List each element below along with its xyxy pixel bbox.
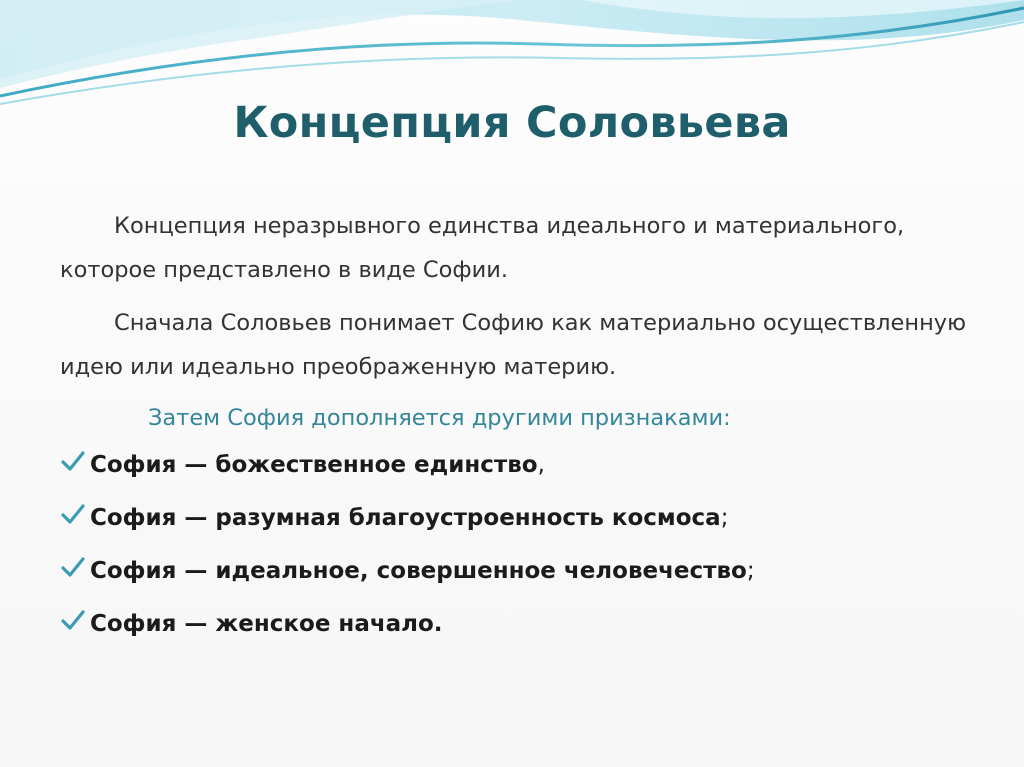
bullet-text: София — идеальное, совершенное человечество: [90, 558, 747, 584]
slide-content: [60, 204, 970, 662]
bullet-text: София — разумная благоустроенность космоса: [90, 505, 721, 531]
paragraph-2: Сначала Соловьев понимает Софию как материально осуществленную идею или идеально преображенную материю.: [60, 310, 967, 380]
list-item: [60, 503, 970, 556]
bullet-punct: ;: [720, 505, 729, 531]
bullet-text: София — женское начало.: [90, 611, 443, 637]
bullet-punct: ,: [537, 452, 545, 478]
checkmark-icon: [60, 556, 90, 578]
accent-line: Затем София дополняется другими признаками:: [148, 405, 731, 431]
bullet-list: [60, 450, 970, 662]
bullet-punct: ;: [746, 558, 755, 584]
list-item: [60, 556, 970, 609]
checkmark-icon: [60, 609, 90, 631]
checkmark-icon: [60, 450, 90, 472]
slide-title: Концепция Соловьева: [233, 98, 791, 148]
bullet-text: София — божественное единство: [90, 452, 538, 478]
paragraph-1: Концепция неразрывного единства идеального и материального, которое представлено в виде Софии.: [60, 213, 905, 283]
list-item: [60, 450, 970, 503]
checkmark-icon: [60, 503, 90, 525]
list-item: [60, 609, 970, 662]
